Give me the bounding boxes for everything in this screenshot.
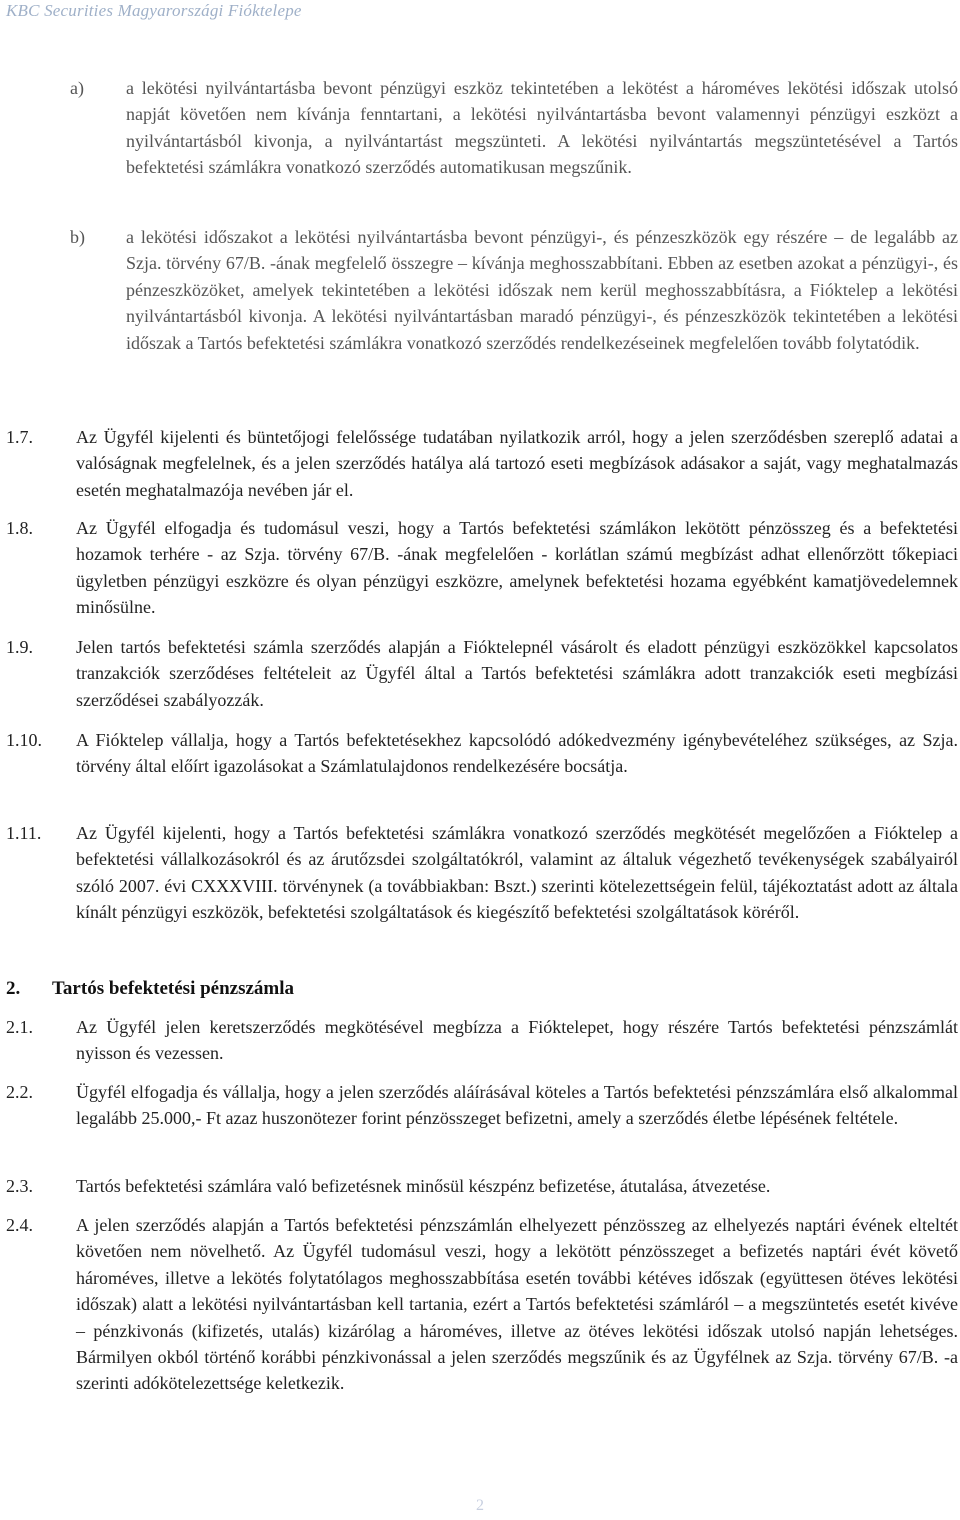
clause-number: 2.4. — [6, 1215, 33, 1235]
clause-text: A Fióktelep vállalja, hogy a Tartós befektetésekhez kapcsolódó adókedvezmény igénybevételéhez szükséges, az Szja. törvény által előírt igazolásokat a Számlatulajdonos rendelkezésére bocsátja. — [76, 730, 958, 777]
clause-text: A jelen szerződés alapján a Tartós befektetési pénzszámlán elhelyezett pénzösszeg az elhelyezés naptári évének elteltét követően nem növelhető. Az Ügyfél tudomásul veszi, hogy a lekötött pénzösszeget a befizetés naptári évét követő hároméves, illetve a lekötés folytatólagos meghosszabbítása esetén további kétéves időszak (együttesen ötéves lekötési időszak) alatt a lekötési nyilvántartásban kell tartania, ezért a Tartós befektetési számláról – a megszüntetés esetét kivéve – pénzkivonás (kifizetés, utalás) kizárólag a hároméves, illetve az ötéves lekötési időszak utolsó napján lehetséges. Bármilyen okból történő korábbi pénzkivonással a jelen szerződés megszűnik és az Ügyfélnek az Szja. törvény 67/B. -a szerinti adókötelezettsége keletkezik. — [76, 1215, 958, 1394]
section-title: Tartós befektetési pénzszámla — [52, 978, 295, 999]
clause-text: Az Ügyfél kijelenti és büntetőjogi felelőssége tudatában nyilatkozik arról, hogy a jelen szerződésben szereplő adatai a valóságnak megfelelnek, és a jelen szerződés hatálya alá tartozó eseti megbízások adásakor a saját, vagy meghatalmazás esetén meghatalmazója nevében jár el. — [76, 427, 958, 500]
clause-text: Tartós befektetési számlára való befizetésnek minősül készpénz befizetése, átutalása, átvezetése. — [76, 1176, 771, 1196]
clause-number: 1.9. — [6, 637, 33, 657]
clause-1-10 — [6, 727, 958, 780]
clause-number: 1.7. — [6, 427, 33, 447]
clause-number: 1.10. — [6, 730, 42, 750]
section-heading — [6, 978, 294, 1000]
clause-2-2 — [6, 1079, 958, 1132]
clause-2-1 — [6, 1014, 958, 1067]
clause-2-4 — [6, 1212, 958, 1397]
list-label: a) — [70, 78, 84, 98]
clause-1-7 — [6, 424, 958, 503]
clause-text: Az Ügyfél elfogadja és tudomásul veszi, hogy a Tartós befektetési számlákon lekötött pénzösszeg és a befektetési hozamok terhére - az Szja. törvény 67/B. -ának megfelelően - korlátlan számú megbízást adhat ellenőrzött tőkepiaci ügyletben pénzügyi eszközre és olyan pénzügyi eszközre, amelynek befektetési hozama egyébként kamatjövedelemnek minősülne. — [76, 518, 958, 618]
clause-text: Jelen tartós befektetési számla szerződés alapján a Fióktelepnél vásárolt és eladott pénzügyi eszközökkel kapcsolatos tranzakciók szerződéses feltételeit az Ügyfél által a Tartós befektetési számlákra adott tranzakciók eseti megbízási szerződései szabályozzák. — [76, 637, 958, 710]
clause-number: 2.3. — [6, 1176, 33, 1196]
list-text: a lekötési időszakot a lekötési nyilvántartásba bevont pénzügyi-, és pénzeszközök egy részére – de legalább az Szja. törvény 67/B. -ának megfelelő összegre – kívánja meghosszabbítani. Ebben az esetben azokat a pénzügyi-, és pénzeszközöket, amelyek tekintetében a lekötési időszak nem kerül meghosszabbításra, a Fióktelep a lekötési nyilvántartásból kivonja. A lekötési nyilvántartásban maradó pénzügyi-, és pénzeszközök tekintetében a lekötési időszak a Tartós befektetési számlákra vonatkozó szerződés rendelkezéseinek megfelelően tovább folytatódik. — [126, 227, 958, 353]
clause-number: 1.8. — [6, 518, 33, 538]
clause-2-3 — [6, 1173, 958, 1199]
list-label: b) — [70, 227, 85, 247]
clause-number: 2.1. — [6, 1017, 33, 1037]
clause-1-9 — [6, 634, 958, 713]
document-header: KBC Securities Magyarországi Fióktelepe — [6, 1, 302, 20]
list-item-b — [70, 224, 958, 356]
clause-text: Az Ügyfél jelen keretszerződés megkötésével megbízza a Fióktelepet, hogy részére Tartós befektetési pénzszámlát nyisson és vezessen. — [76, 1017, 958, 1064]
list-item-a — [70, 75, 958, 181]
list-text: a lekötési nyilvántartásba bevont pénzügyi eszköz tekintetében a lekötést a hároméves lekötési időszak utolsó napját követően nem kívánja fenntartani, a lekötési nyilvántartásba bevont valamennyi pénzügyi eszközt a nyilvántartásból kivonja, a nyilvántartást megszünteti. A lekötési nyilvántartás megszüntetésével a Tartós befektetési számlákra vonatkozó szerződés automatikusan megszűnik. — [126, 78, 958, 178]
clause-1-11 — [6, 820, 958, 926]
page-number: 2 — [476, 1497, 484, 1514]
clause-1-8 — [6, 515, 958, 621]
section-number: 2. — [6, 978, 21, 999]
clause-text: Ügyfél elfogadja és vállalja, hogy a jelen szerződés aláírásával köteles a Tartós befektetési pénzszámlára első alkalommal legalább 25.000,- Ft azaz huszonötezer forint pénzösszeget befizetni, amely a szerződés életbe lépésének feltétele. — [76, 1082, 958, 1129]
clause-number: 1.11. — [6, 823, 42, 843]
clause-text: Az Ügyfél kijelenti, hogy a Tartós befektetési számlákra vonatkozó szerződés megkötését megelőzően a Fióktelep a befektetési vállalkozásokról és az árutőzsdei szolgáltatókról, valamint az általuk végezhető tevékenységek szabályairól szóló 2007. évi CXXXVIII. törvénynek (a továbbiakban: Bszt.) szerinti kötelezettségein felül, tájékoztatást adott az általa kínált pénzügyi eszközök, befektetési szolgáltatások és kiegészítő befektetési szolgáltatások köréről. — [76, 823, 958, 923]
clause-number: 2.2. — [6, 1082, 33, 1102]
